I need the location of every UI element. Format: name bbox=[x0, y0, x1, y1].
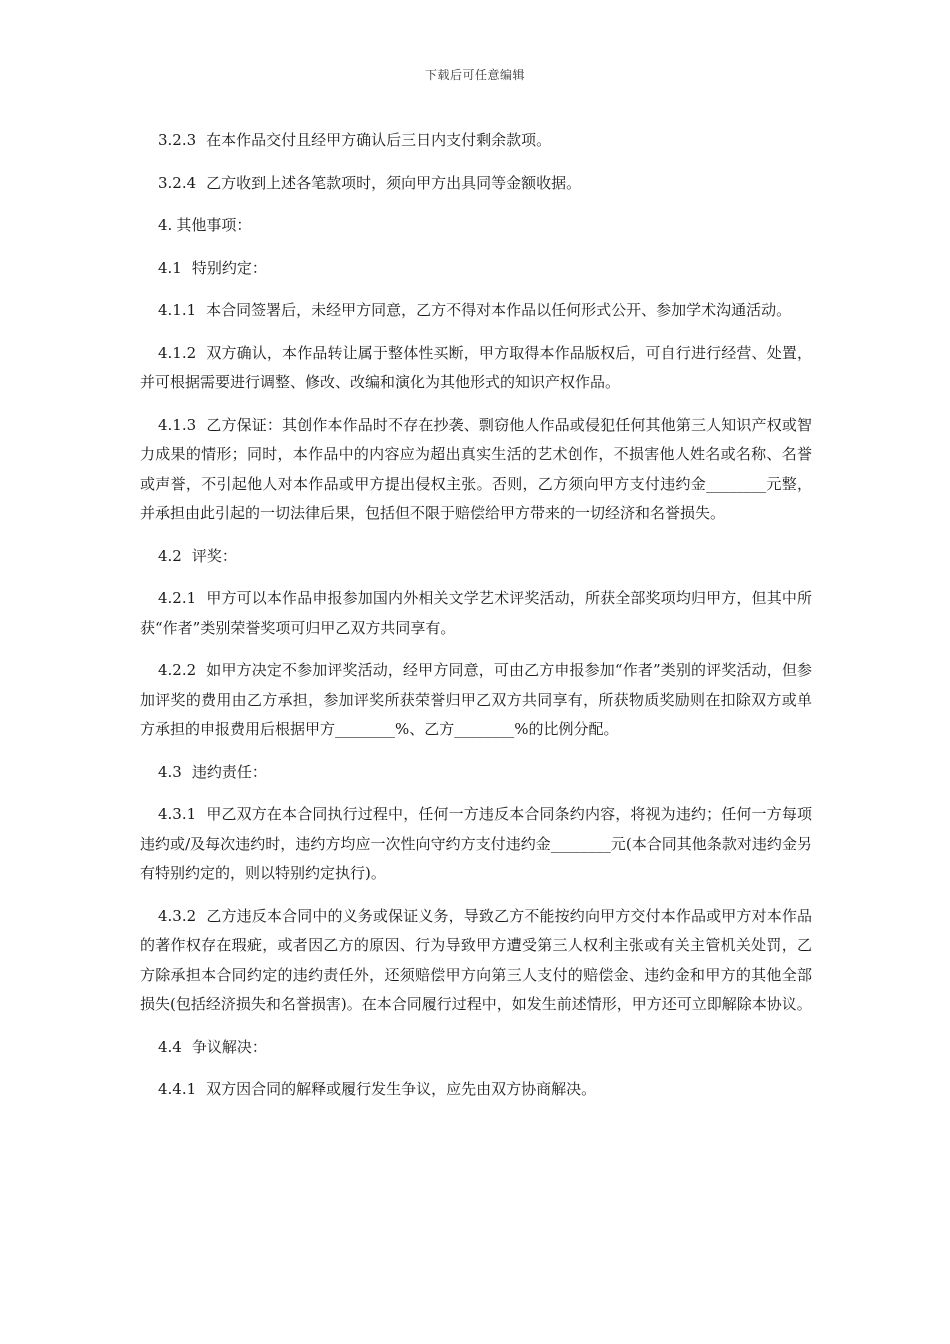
clause-number: 4.3.2 bbox=[158, 906, 197, 925]
clause-text: 甲方可以本作品申报参加国内外相关文学艺术评奖活动，所获全部奖项均归甲方，但其中所获“作者”类别荣誉奖项可归甲乙双方共同享有。 bbox=[140, 589, 812, 637]
clause-3-2-4 bbox=[140, 169, 812, 199]
clause-text: 本合同签署后，未经甲方同意，乙方不得对本作品以任何形式公开、参加学术沟通活动。 bbox=[206, 301, 792, 319]
clause-4-4-1 bbox=[140, 1075, 812, 1105]
clause-4-4-heading bbox=[140, 1033, 812, 1063]
clause-number: 4.1.1 bbox=[158, 301, 197, 319]
clause-text: 评奖： bbox=[191, 546, 237, 565]
document-body bbox=[140, 126, 812, 1118]
clause-number: 4.2 bbox=[158, 546, 182, 565]
clause-4-2-2 bbox=[140, 656, 812, 745]
clause-text: 乙方收到上述各笔款项时，须向甲方出具同等金额收据。 bbox=[206, 173, 582, 192]
clause-number: 4.4 bbox=[158, 1037, 182, 1056]
clause-4-1-heading bbox=[140, 254, 812, 284]
clause-4-3-heading bbox=[140, 758, 812, 788]
clause-4-3-2 bbox=[140, 902, 812, 1020]
clause-number: 4.1 bbox=[158, 258, 182, 277]
clause-number: 4.2.2 bbox=[158, 661, 197, 679]
clause-text: 其他事项： bbox=[176, 216, 252, 234]
clause-text: 双方因合同的解释或履行发生争议，应先由双方协商解决。 bbox=[206, 1080, 597, 1098]
clause-number: 4.2.1 bbox=[158, 589, 197, 607]
clause-text: 乙方违反本合同中的义务或保证义务，导致乙方不能按约向甲方交付本作品或甲方对本作品的著作权存在瑕疵，或者因乙方的原因、行为导致甲方遭受第三人权利主张或有关主管机关处罚，乙方除承担本合同约定的违约责任外，还须赔偿甲方向第三人支付的赔偿金、违约金和甲方的其他全部损失(包括经济损失和名誉损害)。在本合同履行过程中，如发生前述情形，甲方还可立即解除本协议。 bbox=[140, 906, 812, 1013]
page-header: 下载后可任意编辑 bbox=[424, 68, 525, 82]
clause-4-2-heading bbox=[140, 542, 812, 572]
clause-text: 特别约定： bbox=[191, 258, 267, 277]
clause-4-1-1 bbox=[140, 296, 812, 326]
clause-4-1-3 bbox=[140, 411, 812, 529]
clause-number: 4.3.1 bbox=[158, 805, 197, 823]
clause-4-1-2 bbox=[140, 339, 812, 398]
clause-text: 甲乙双方在本合同执行过程中，任何一方违反本合同条约内容，将视为违约；任何一方每项违约或/及每次违约时，违约方均应一次性向守约方支付违约金________元(本合同其他条款对违约金另有特别约定的，则以特别约定执行)。 bbox=[140, 805, 812, 882]
clause-text: 违约责任： bbox=[191, 762, 267, 781]
clause-3-2-3 bbox=[140, 126, 812, 156]
clause-number: 4.1.3 bbox=[158, 415, 197, 434]
clause-number: 3.2.3 bbox=[158, 131, 197, 149]
clause-number: 4.1.2 bbox=[158, 343, 197, 362]
clause-text: 双方确认，本作品转让属于整体性买断，甲方取得本作品版权后，可自行进行经营、处置，并可根据需要进行调整、修改、改编和演化为其他形式的知识产权作品。 bbox=[140, 343, 812, 391]
clause-4-2-1 bbox=[140, 584, 812, 643]
clause-number: 4.3 bbox=[158, 762, 182, 781]
clause-text: 争议解决： bbox=[191, 1037, 267, 1056]
clause-number: 3.2.4 bbox=[158, 173, 197, 192]
clause-4-3-1 bbox=[140, 800, 812, 889]
clause-number: 4. bbox=[158, 216, 173, 234]
clause-text: 在本作品交付且经甲方确认后三日内支付剩余款项。 bbox=[206, 131, 552, 149]
section-4-heading bbox=[140, 211, 812, 241]
clause-text: 如甲方决定不参加评奖活动，经甲方同意，可由乙方申报参加“作者”类别的评奖活动，但参加评奖的费用由乙方承担，参加评奖所获荣誉归甲乙双方共同享有，所获物质奖励则在扣除双方或单方承担的申报费用后根据甲方________%、乙方________%的比例分配。 bbox=[140, 661, 812, 738]
clause-text: 乙方保证：其创作本作品时不存在抄袭、剽窃他人作品或侵犯任何其他第三人知识产权或智力成果的情形；同时，本作品中的内容应为超出真实生活的艺术创作，不损害他人姓名或名称、名誉或声誉，不引起他人对本作品或甲方提出侵权主张。否则，乙方须向甲方支付违约金________元整，并承担由此引起的一切法律后果，包括但不限于赔偿给甲方带来的一切经济和名誉损失。 bbox=[140, 415, 812, 522]
clause-number: 4.4.1 bbox=[158, 1080, 197, 1098]
